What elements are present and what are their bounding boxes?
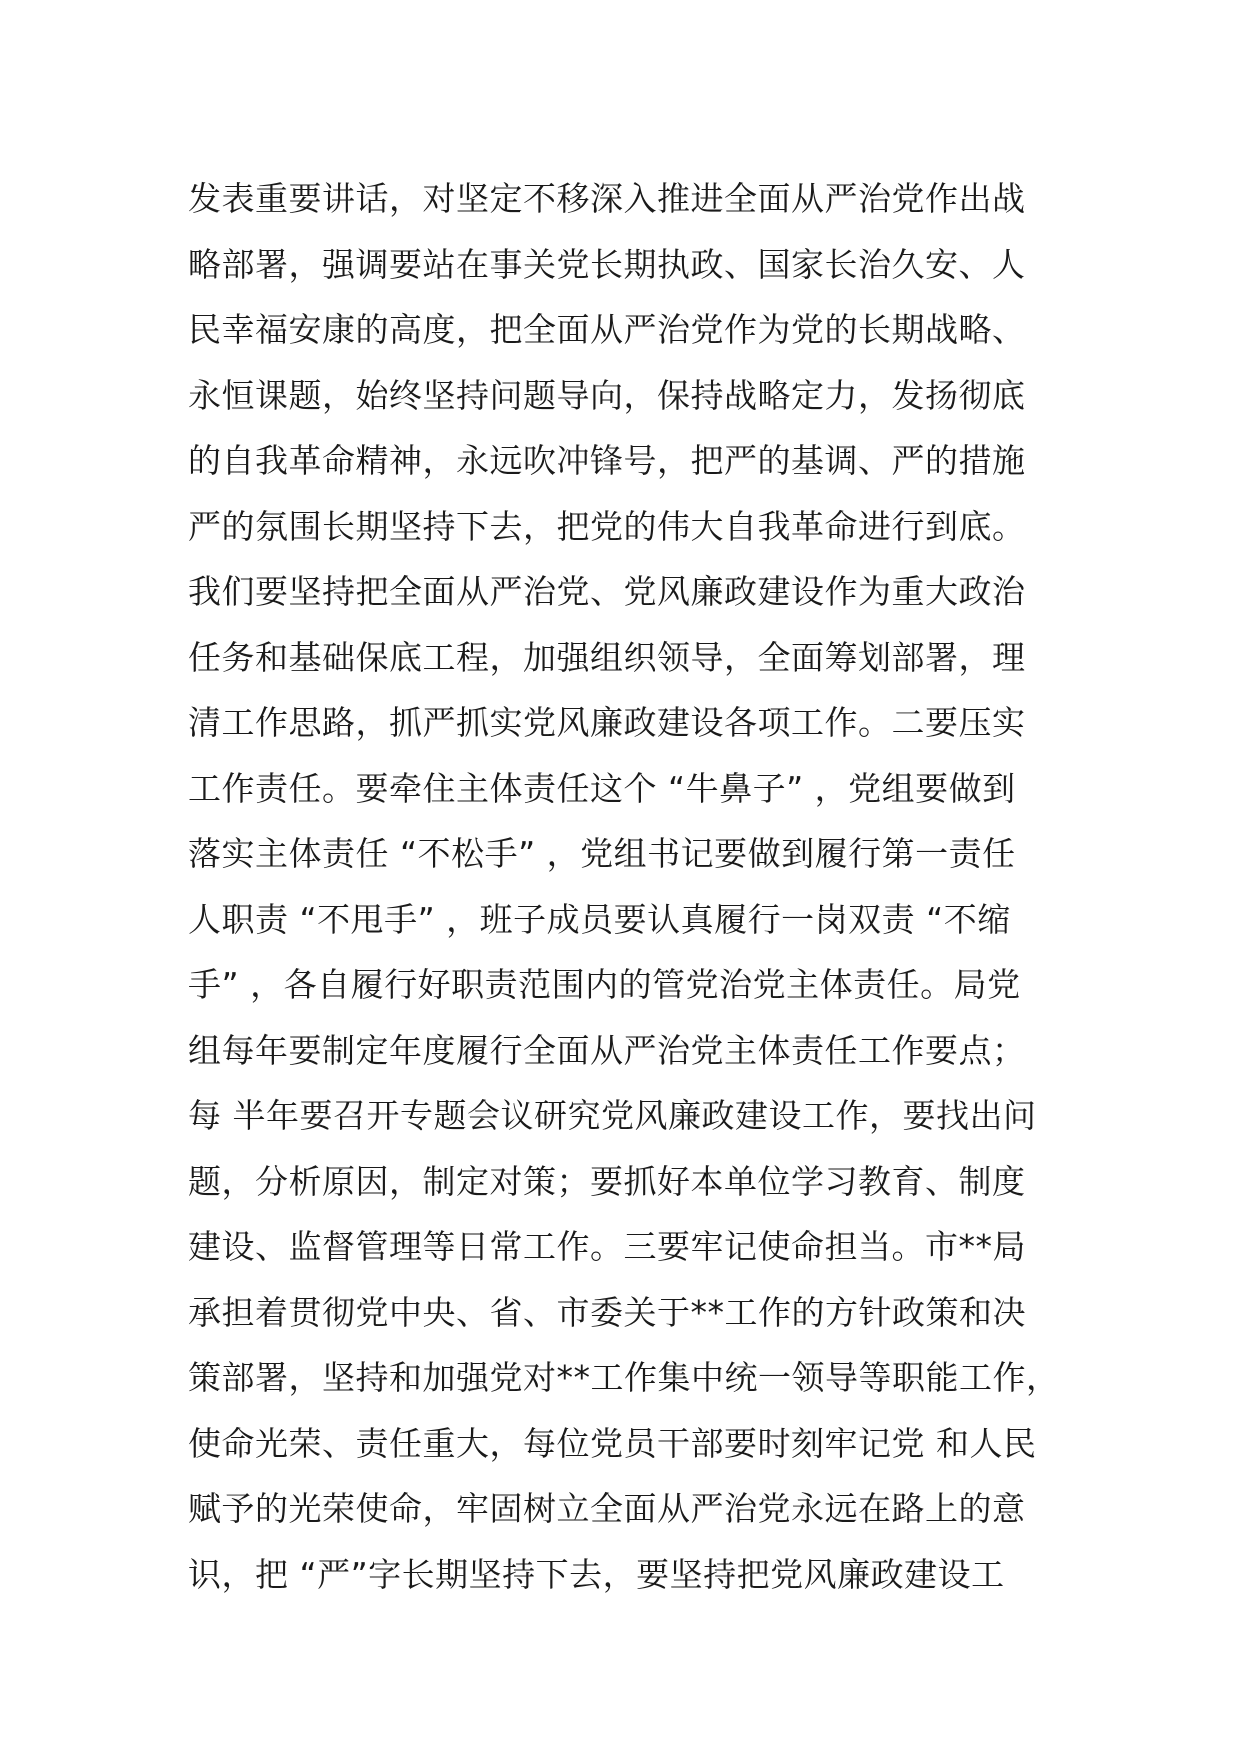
text-line: 略部署，强调要站在事关党长期执政、国家长治久安、人 <box>188 244 1026 284</box>
text-line: 任务和基础保底工程，加强组织领导，全面筹划部署，理 <box>188 637 1026 677</box>
text-line: 我们要坚持把全面从严治党、党风廉政建设作为重大政治 <box>188 572 1026 611</box>
text-line: 发表重要讲话，对坚定不移深入推进全面从严治党作出战 <box>188 179 1026 218</box>
text-line: 使命光荣、责任重大，每位党员干部要时刻牢记党 和人民 <box>188 1423 1037 1463</box>
text-line: 题，分析原因，制定对策；要抓好本单位学习教育、制度 <box>188 1161 1026 1201</box>
text-line: 组每年要制定年度履行全面从严治党主体责任工作要点； <box>188 1030 1026 1070</box>
text-line: 人职责 “不甩手” ，班子成员要认真履行一岗双责 “不缩 <box>188 899 1011 939</box>
text-line: 手” ，各自履行好职责范围内的管党治党主体责任。局党 <box>188 965 1021 1004</box>
text-line: 建设、监督管理等日常工作。三要牢记使命担当。市**局 <box>188 1227 1026 1266</box>
text-line: 民幸福安康的高度，把全面从严治党作为党的长期战略、 <box>188 310 1026 349</box>
body-text <box>188 166 1088 1607</box>
text-line: 严的氛围长期坚持下去，把党的伟大自我革命进行到底。 <box>188 506 1026 546</box>
text-line: 永恒课题，始终坚持问题导向，保持战略定力，发扬彻底 <box>188 375 1026 415</box>
text-line: 策部署，坚持和加强党对**工作集中统一领导等职能工作， <box>188 1358 1060 1397</box>
text-line: 工作责任。要牵住主体责任这个 “牛鼻子” ，党组要做到 <box>188 768 1016 808</box>
text-line: 的自我革命精神，永远吹冲锋号，把严的基调、严的措施 <box>188 441 1026 480</box>
text-line: 每 半年要召开专题会议研究党风廉政建设工作，要找出问 <box>188 1096 1037 1135</box>
text-line: 识，把 “严”字长期坚持下去，要坚持把党风廉政建设工 <box>188 1554 1005 1594</box>
text-line: 落实主体责任 “不松手” ，党组书记要做到履行第一责任 <box>188 834 1016 873</box>
text-line: 承担着贯彻党中央、省、市委关于**工作的方针政策和决 <box>188 1292 1026 1332</box>
text-line: 清工作思路，抓严抓实党风廉政建设各项工作。二要压实 <box>188 703 1026 742</box>
text-line: 赋予的光荣使命，牢固树立全面从严治党永远在路上的意 <box>188 1489 1026 1528</box>
